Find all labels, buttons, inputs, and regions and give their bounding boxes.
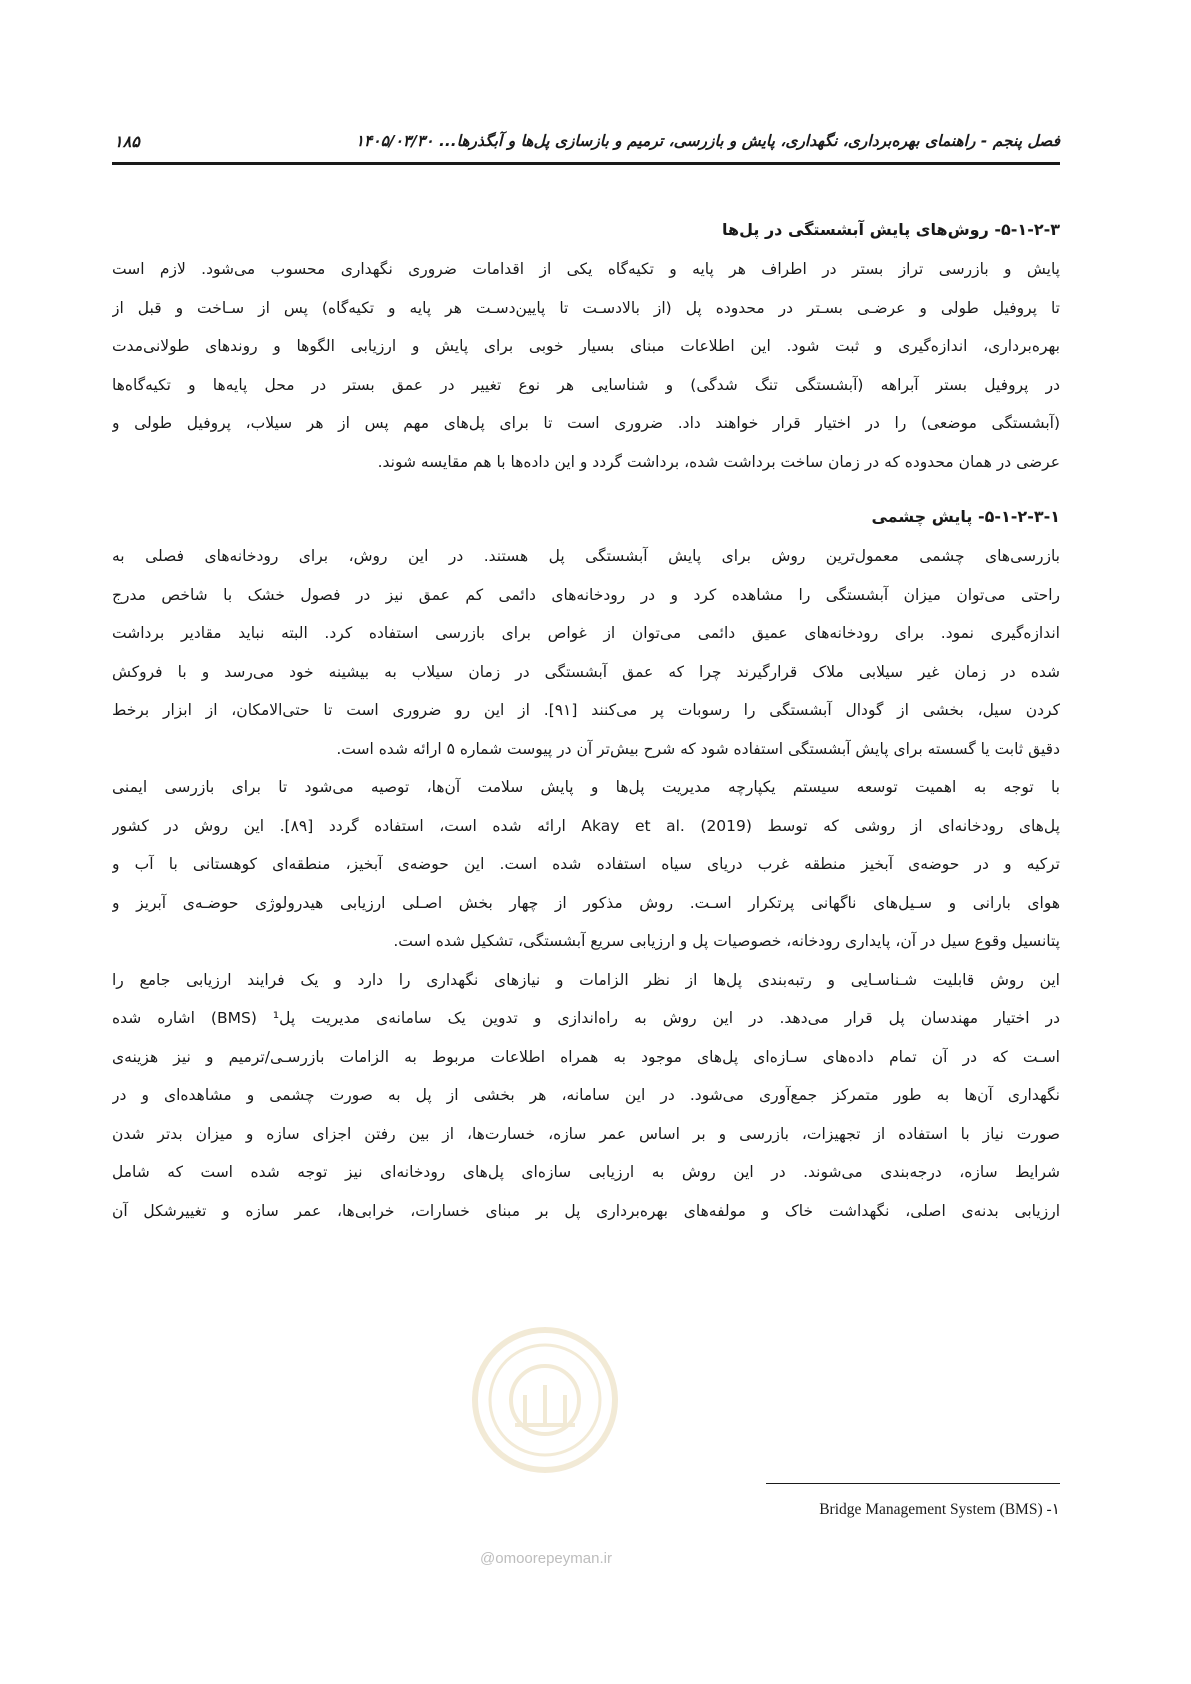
section-heading-visual-monitoring: ۵-۱-۲-۳-۱- پایش چشمی (871, 507, 1060, 526)
text-line: با توجه به اهمیت توسعه سیستم یکپارچه مدیریت پل‌ها و پایش سلامت آن‌ها، توصیه می‌شود تا برای بازرسی ایمنی (112, 778, 1060, 796)
text-line: شرایط سازه، درجه‌بندی می‌شوند. در این روش به ارزیابی سازه‌ای پل‌های رودخانه‌ای نیز توجه شده است که شامل (112, 1163, 1060, 1181)
text-line: پتانسیل وقوع سیل در آن، پایداری رودخانه، خصوصیات پل و ارزیابی سریع آبشستگی، تشکیل شده است. (393, 932, 1060, 950)
page-header (112, 126, 1060, 165)
text-line: عرضی در همان محدوده که در زمان ساخت برداشت شده، برداشت گردد و این داده‌ها با هم مقایسه شوند. (377, 452, 1060, 471)
text-line: صورت نیاز با استفاده از تجهیزات، بازرسی و بر اساس عمر سازه، خسارت‌ها، از بین رفتن اجزای سازه و میزان بدتر شدن (112, 1124, 1060, 1143)
running-title: فصل پنجم - راهنمای بهره‌برداری، نگهداری، پایش و بازرسی، ترمیم و بازسازی پل‌ها و آبگذرها... ۱۴۰۵/۰۳/۳۰ (355, 132, 1060, 150)
text-line: اسـت که در آن تمام داده‌های سـازه‌ای پل‌های موجود به همراه اطلاعات مربوط به الزامات بازرسـی/ترمیم و نیز هزینه‌ی (112, 1047, 1060, 1066)
watermark-site-label: @omoorepeyman.ir (480, 1550, 612, 1567)
page-body (112, 210, 1060, 1230)
text-line: نگهداری آن‌ها به طور متمرکز جمع‌آوری می‌شود. در این سامانه، هر بخشی از پل به صورت چشمی و مشاهده‌ای و در (112, 1086, 1060, 1104)
footnote-separator (766, 1483, 1060, 1484)
text-line: تا پروفیل طولی و عرضـی بسـتر در محدوده پل (از بالادسـت تا پایین‌دسـت هر پایه و تکیه‌گاه) پس از سـاخت و قبل از (112, 298, 1060, 317)
paragraph-visual-inspection (112, 537, 1060, 768)
text-line: ترکیه و در حوضه‌ی آبخیز منطقه غرب دریای سیاه استفاده شده است. این حوضه‌ی آبخیز، منطقه‌ای کوهستانی با آب و (112, 855, 1060, 873)
text-line: دقیق ثابت یا گسسته برای پایش آبشستگی استفاده شود که شرح بیش‌تر آن در پیوست شماره ۵ ارائه شده است. (336, 739, 1060, 758)
section-heading-scour-monitoring: ۵-۱-۲-۳- روش‌های پایش آبشستگی در پل‌ها (721, 220, 1060, 239)
page-number: ۱۸۵ (114, 132, 140, 151)
text-line: شده در زمان غیر سیلابی ملاک قرارگیرند چرا که عمق آبشستگی در زمان سیلاب به بیشینه خود می‌رسد و با فروکش (112, 662, 1060, 681)
text-line: بهره‌برداری، اندازه‌گیری و ثبت شود. این اطلاعات مبنای بسیار خوبی برای پایش و ارزیابی الگوها و روندهای طولانی‌مدت (112, 337, 1060, 355)
text-line: راحتی می‌توان میزان آبشستگی را مشاهده کرد و در رودخانه‌های دائمی کم عمق نیز در فصول خشک با شاخص مدرج (112, 585, 1060, 604)
text-line: پل‌های رودخانه‌ای از روشی که توسط Akay et al. (2019) ارائه شده است، استفاده گردد [۸۹]. این روش در کشور (112, 816, 1060, 835)
paragraph-scour-intro (112, 250, 1060, 481)
paragraph-akay-method (112, 768, 1060, 961)
text-line: اندازه‌گیری نمود. برای رودخانه‌های عمیق دائمی می‌توان از غواص برای بازرسی استفاده کرد. البته نباید مقادیر برداشت (112, 624, 1060, 642)
text-line: در اختیار مهندسان پل قرار می‌دهد. در این روش به راه‌اندازی و تدوین یک سامانه‌ی مدیریت پل¹ (BMS) اشاره شده (112, 1009, 1060, 1027)
text-line: ارزیابی بدنه‌ی اصلی، نگهداشت خاک و مولفه‌های بهره‌برداری پل بر مبنای خسارات، خرابی‌ها، عمر سازه و تغییرشکل آن (112, 1201, 1060, 1220)
text-line: در پروفیل بستر آبراهه (آبشستگی تنگ شدگی) و شناسایی هر نوع تغییر در عمق بستر در محل پایه‌ها و تکیه‌گاه‌ها (112, 375, 1060, 394)
footnote (112, 1500, 1060, 1519)
text-line: بازرسی‌های چشمی معمول‌ترین روش برای پایش آبشستگی پل هستند. در این روش، برای رودخانه‌های فصلی به (112, 547, 1060, 565)
footnote-text: Bridge Management System (BMS) (819, 1501, 1043, 1518)
watermark-seal-icon (470, 1325, 620, 1475)
paragraph-bms (112, 961, 1060, 1231)
text-line: این روش قابلیت شـناسـایی و رتبه‌بندی پل‌ها از نظر الزامات و نیازهای نگهداری را دارد و یک فرایند ارزیابی جامع را (112, 970, 1060, 989)
text-line: کردن سیل، بخشی از گودال آبشستگی را رسوبات پر می‌کنند [۹۱]. از این رو ضروری است تا حتی‌الامکان، از ابزار برخط (112, 701, 1060, 719)
footnote-number: ۱- (1046, 1501, 1060, 1518)
text-line: هوای بارانی و سـیل‌های ناگهانی پرتکرار اسـت. روش مذکور از چهار بخش اصـلی ارزیابی هیدرولوژی حوضـه‌ی آبریز و (112, 893, 1060, 912)
text-line: (آبشستگی موضعی) را در اختیار قرار خواهند داد. ضروری است تا برای پل‌های مهم پس از هر سیلاب، پروفیل طولی و (112, 414, 1060, 432)
text-line: پایش و بازرسی تراز بستر در اطراف هر پایه و تکیه‌گاه یکی از اقدامات ضروری نگهداری محسوب می‌شود. لازم است (112, 260, 1060, 278)
